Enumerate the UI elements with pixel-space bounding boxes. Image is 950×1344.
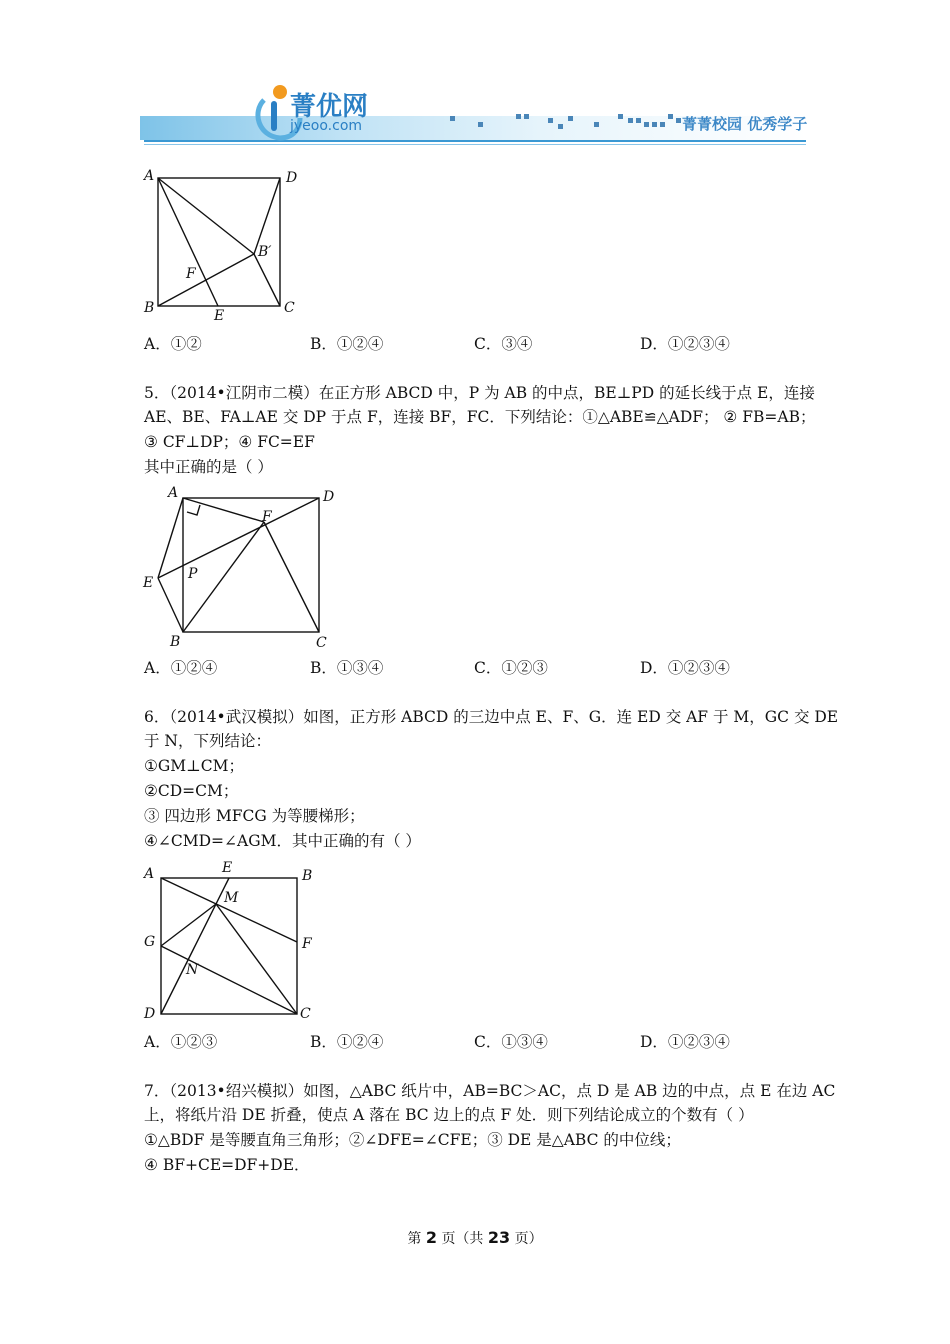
q5-figure [140, 484, 340, 650]
page-header [140, 72, 810, 152]
q5-label-b: B [170, 634, 181, 650]
q4-label-d: D [286, 170, 298, 186]
q4-label-e: E [214, 308, 225, 324]
q6-item-1: ①GM⊥CM； [144, 757, 244, 775]
q4-option-a: A．①② [144, 335, 202, 353]
q6-label-e: E [222, 860, 233, 876]
q5-option-d: D．①②③④ [640, 659, 730, 677]
q4-label-a: A [144, 168, 155, 184]
q5-label-a: A [168, 485, 179, 501]
q4-label-b-prime: B′ [258, 244, 272, 260]
q7-stem-line4: ④ BF+CE=DF+DE． [144, 1156, 310, 1174]
footer-page-number: 2 [425, 1228, 437, 1247]
q6-label-a: A [144, 866, 155, 882]
footer-total-pages: 23 [487, 1228, 511, 1247]
q6-label-m: M [224, 890, 239, 906]
header-rule [144, 140, 806, 142]
q6-label-c: C [300, 1006, 311, 1022]
q4-option-c: C．③④ [474, 335, 533, 353]
q6-label-f: F [302, 936, 312, 952]
q5-option-a: A．①②④ [144, 659, 218, 677]
q4-figure [140, 162, 310, 324]
q5-option-c: C．①②③ [474, 659, 548, 677]
q7-stem-line3: ①△BDF 是等腰直角三角形；②∠DFE=∠CFE；③ DE 是△ABC 的中位线； [144, 1131, 681, 1149]
q5-stem-line4: 其中正确的是（ ） [144, 458, 273, 476]
q4-label-c: C [284, 300, 295, 316]
page-footer [0, 1228, 950, 1248]
q6-option-d: D．①②③④ [640, 1033, 730, 1051]
q6-stem-line1: 6．（2014•武汉模拟）如图，正方形 ABCD 的三边中点 E、F、G．连 ED 交 AF 于 M，GC 交 DE [144, 708, 839, 726]
header-rule-thin [144, 144, 806, 145]
q6-item-2: ②CD=CM； [144, 782, 239, 800]
q5-label-c: C [316, 635, 327, 650]
q7-stem-line2: 上，将纸片沿 DE 折叠，使点 A 落在 BC 边上的点 F 处．则下列结论成立的个数有（ ） [144, 1106, 754, 1124]
q4-option-d: D．①②③④ [640, 335, 730, 353]
q5-stem-line3: ③ CF⊥DP；④ FC=EF [144, 433, 315, 451]
q6-option-a: A．①②③ [144, 1033, 218, 1051]
q6-label-d: D [144, 1006, 156, 1022]
q6-option-b: B．①②④ [310, 1033, 384, 1051]
q6-stem-line2: 于 N，下列结论： [144, 732, 271, 750]
q6-label-g: G [144, 934, 156, 950]
q6-item-4: ④∠CMD=∠AGM．其中正确的有（ ） [144, 832, 421, 850]
decorative-squares [448, 112, 688, 132]
footer-suffix: 页） [514, 1231, 543, 1247]
q6-option-c: C．①③④ [474, 1033, 548, 1051]
q6-figure [140, 858, 330, 1022]
q5-label-e: E [143, 575, 154, 591]
q5-stem-line2: AE、BE、FA⊥AE 交 DP 于点 F，连接 BF，FC．下列结论：①△ABE≌△ADF； ② FB=AB； [144, 408, 816, 426]
q5-option-b: B．①③④ [310, 659, 384, 677]
q5-stem-line1: 5．（2014•江阴市二模）在正方形 ABCD 中，P 为 AB 的中点，BE⊥PD 的延长线于点 E，连接 [144, 384, 815, 402]
q4-label-b: B [144, 300, 155, 316]
q4-label-f: F [186, 266, 196, 282]
footer-prefix: 第 [407, 1231, 422, 1247]
q7-stem-line1: 7．（2013•绍兴模拟）如图，△ABC 纸片中，AB=BC＞AC，点 D 是 AB 边的中点，点 E 在边 AC [144, 1082, 836, 1100]
logo-domain: jyeoo.com [290, 118, 363, 134]
q6-label-b: B [302, 868, 313, 884]
q6-item-3: ③ 四边形 MFCG 为等腰梯形； [144, 807, 365, 825]
logo-chinese: 菁优网 [290, 92, 369, 122]
q4-option-b: B．①②④ [310, 335, 384, 353]
q6-label-n: N [186, 962, 199, 978]
q5-label-p: P [188, 566, 198, 582]
footer-middle: 页（共 [441, 1231, 484, 1247]
header-slogan: 菁菁校园 优秀学子 [682, 115, 808, 133]
q5-label-f: F [262, 509, 272, 525]
q5-label-d: D [323, 489, 335, 505]
